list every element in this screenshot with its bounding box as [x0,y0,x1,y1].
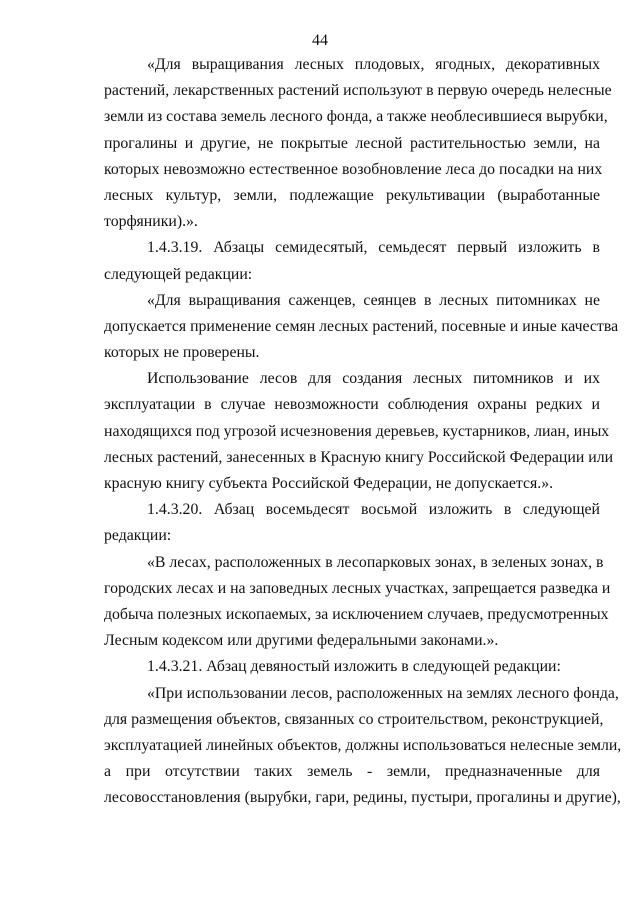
text-line: земли из состава земель лесного фонда, а также необлесившиеся вырубки, [104,108,608,126]
text-line: растений, лекарственных растений используют в первую очередь нелесные [104,82,612,100]
text-line: красную книгу субъекта Российской Федерации, не допускается.». [104,475,554,492]
text-line: редакции: [104,527,172,545]
text-line: лесных растений, занесенных в Красную книгу Российской Федерации или [104,448,614,466]
text-line: для размещения объектов, связанных со строительством, реконструкцией, [104,710,604,728]
text-line: эксплуатацией линейных объектов, должны использоваться нелесные земли, [104,736,622,754]
text-line: Использование лесов для создания лесных питомников и их [147,370,600,388]
text-line: торфяники).». [104,213,198,231]
text-line: «В лесах, расположенных в лесопарковых зонах, в зеленых зонах, в [147,553,604,571]
text-line: «Для выращивания саженцев, сеянцев в лесных питомниках не [147,291,600,309]
text-line: 1.4.3.19. Абзацы семидесятый, семьдесят первый изложить в [147,239,600,257]
text-line: добыча полезных ископаемых, за исключением случаев, предусмотренных [104,605,609,623]
text-line: следующей редакции: [104,265,253,283]
document-body [104,52,622,811]
text-line: эксплуатации в случае невозможности соблюдения охраны редких и [104,396,600,414]
text-line: которых не проверены. [104,344,260,362]
page-number: 44 [312,32,328,49]
text-line: «Для выращивания лесных плодовых, ягодных, декоративных [147,56,600,73]
text-line: городских лесах и на заповедных лесных участках, запрещается разведка и [104,579,611,597]
text-line: находящихся под угрозой исчезновения деревьев, кустарников, лиан, иных [104,422,610,440]
text-line: а при отсутствии таких земель - земли, предназначенные для [104,763,600,781]
text-line: Лесным кодексом или другими федеральными законами.». [104,632,499,650]
text-line: «При использовании лесов, расположенных на землях лесного фонда, [147,684,619,702]
text-line: 1.4.3.20. Абзац восемьдесят восьмой изложить в следующей [147,501,600,519]
text-line: которых невозможно естественное возобновление леса до посадки на них [104,160,603,178]
text-line: допускается применение семян лесных растений, посевные и иные качества [104,317,619,335]
text-line: 1.4.3.21. Абзац девяностый изложить в следующей редакции: [147,658,561,676]
text-line: прогалины и другие, не покрытые лесной растительностью земли, на [104,134,600,152]
text-line: лесовосстановления (вырубки, гари, редины, пустыри, прогалины и другие), [104,789,621,807]
text-line: лесных культур, земли, подлежащие рекультивации (выработанные [104,186,600,204]
